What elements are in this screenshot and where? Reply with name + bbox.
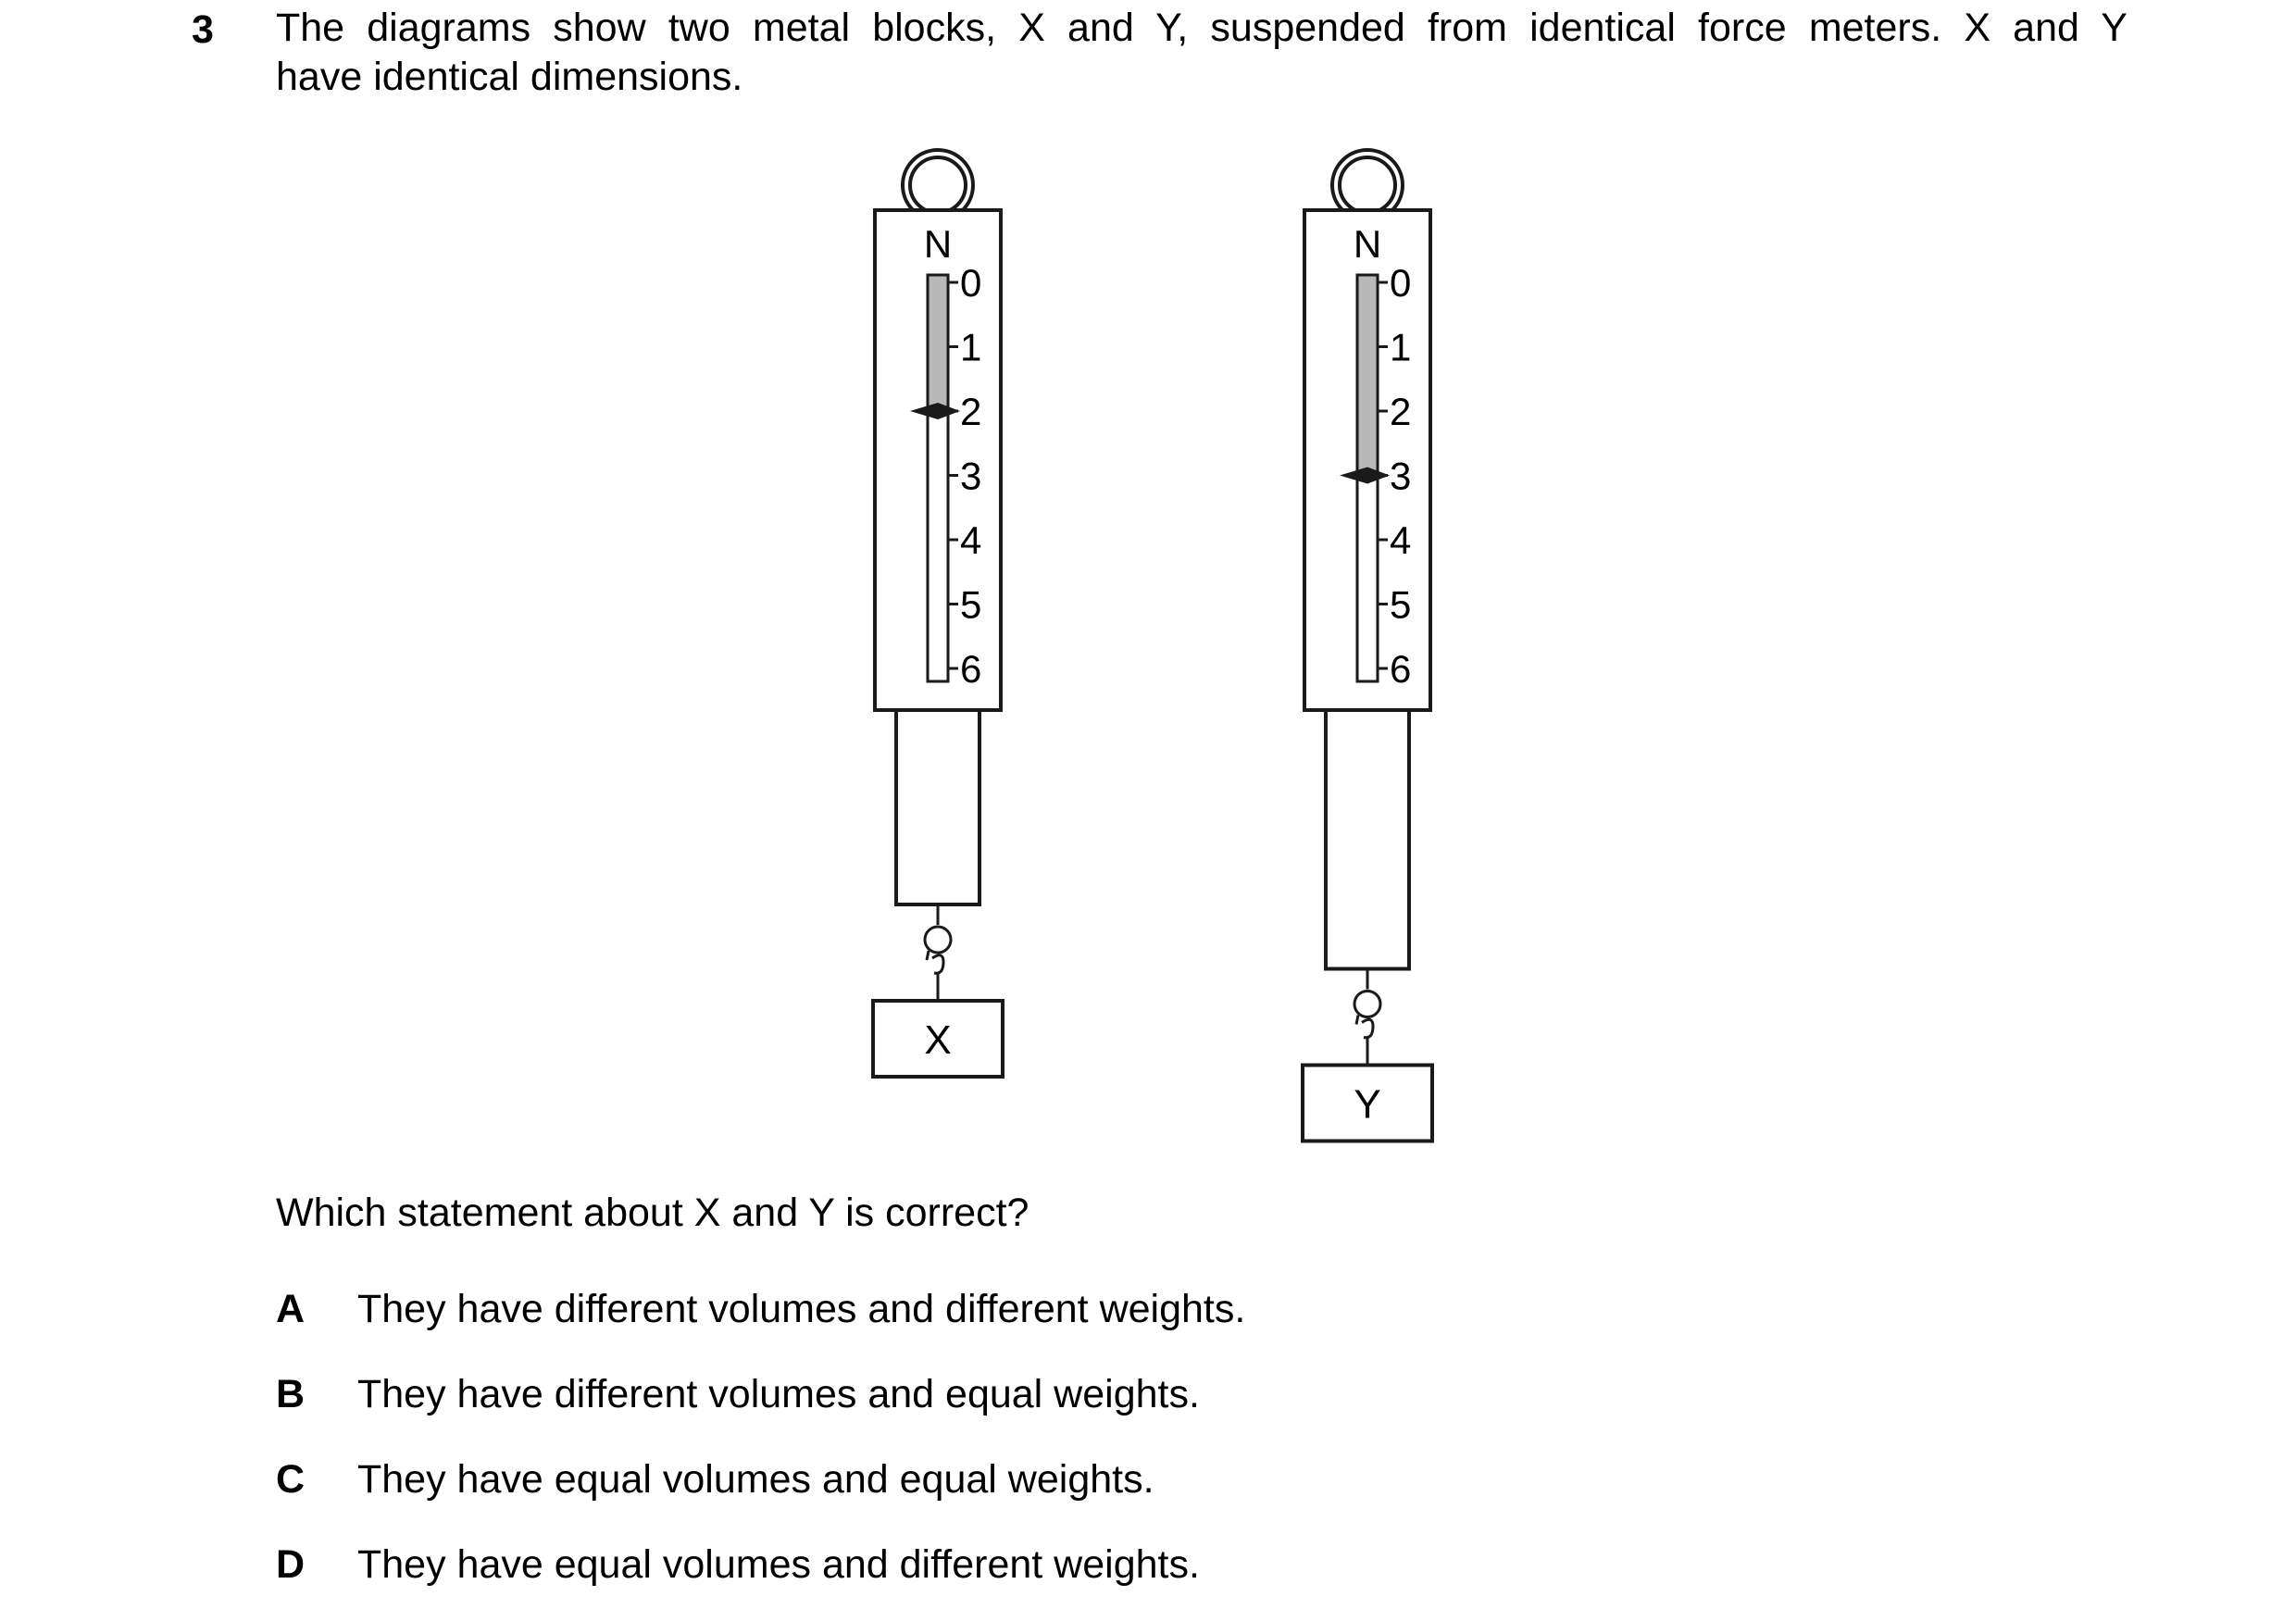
option-text: They have different volumes and different weights. (357, 1287, 1246, 1331)
scale-number: 1 (960, 325, 982, 369)
question-prompt: Which statement about X and Y is correct? (276, 1191, 1029, 1235)
force-meter-x (873, 150, 1003, 1077)
scale-number: 5 (960, 582, 982, 627)
scale-number: 0 (960, 261, 982, 305)
scale-number: 5 (1390, 582, 1412, 627)
option-letter: B (276, 1372, 306, 1416)
scale-number: 2 (960, 390, 982, 433)
scale-number: 4 (960, 518, 982, 562)
unit-label: N (923, 222, 953, 266)
scale-number: 1 (1390, 325, 1412, 369)
meter-casing (896, 710, 980, 904)
spring-fill (1357, 275, 1378, 476)
hook-loop (1354, 992, 1380, 1017)
option-letter: C (276, 1457, 306, 1502)
option-letter: A (276, 1287, 306, 1331)
force-meter-y (1303, 150, 1432, 1141)
scale-number: 6 (960, 647, 982, 691)
hook-curl (1356, 1016, 1373, 1038)
scale-number: 0 (1390, 261, 1412, 305)
option-text: They have different volumes and equal weights. (357, 1372, 1200, 1416)
scale-number: 3 (960, 454, 982, 498)
option-text: They have equal volumes and equal weights. (357, 1457, 1154, 1502)
scale-number: 4 (1390, 518, 1412, 562)
scale-number: 3 (1390, 454, 1412, 498)
block-label: Y (1354, 1081, 1381, 1128)
hook-curl (927, 951, 943, 973)
hanging-ring-inner (910, 157, 966, 213)
scale-number: 2 (1390, 390, 1412, 433)
spring-fill (928, 275, 948, 411)
stem-line-1: The diagrams show two metal blocks, X and Y, suspended from identical force meters. X and Y (276, 6, 2128, 50)
meter-casing (1326, 710, 1409, 969)
stem-line-2: have identical dimensions. (276, 55, 743, 99)
option-text: They have equal volumes and different weights. (357, 1542, 1200, 1587)
unit-label: N (1353, 222, 1382, 266)
option-letter: D (276, 1542, 306, 1587)
question-number: 3 (192, 7, 214, 52)
hook-loop (925, 927, 951, 953)
scale-number: 6 (1390, 647, 1412, 691)
block-label: X (924, 1017, 952, 1063)
hanging-ring-inner (1340, 157, 1395, 213)
